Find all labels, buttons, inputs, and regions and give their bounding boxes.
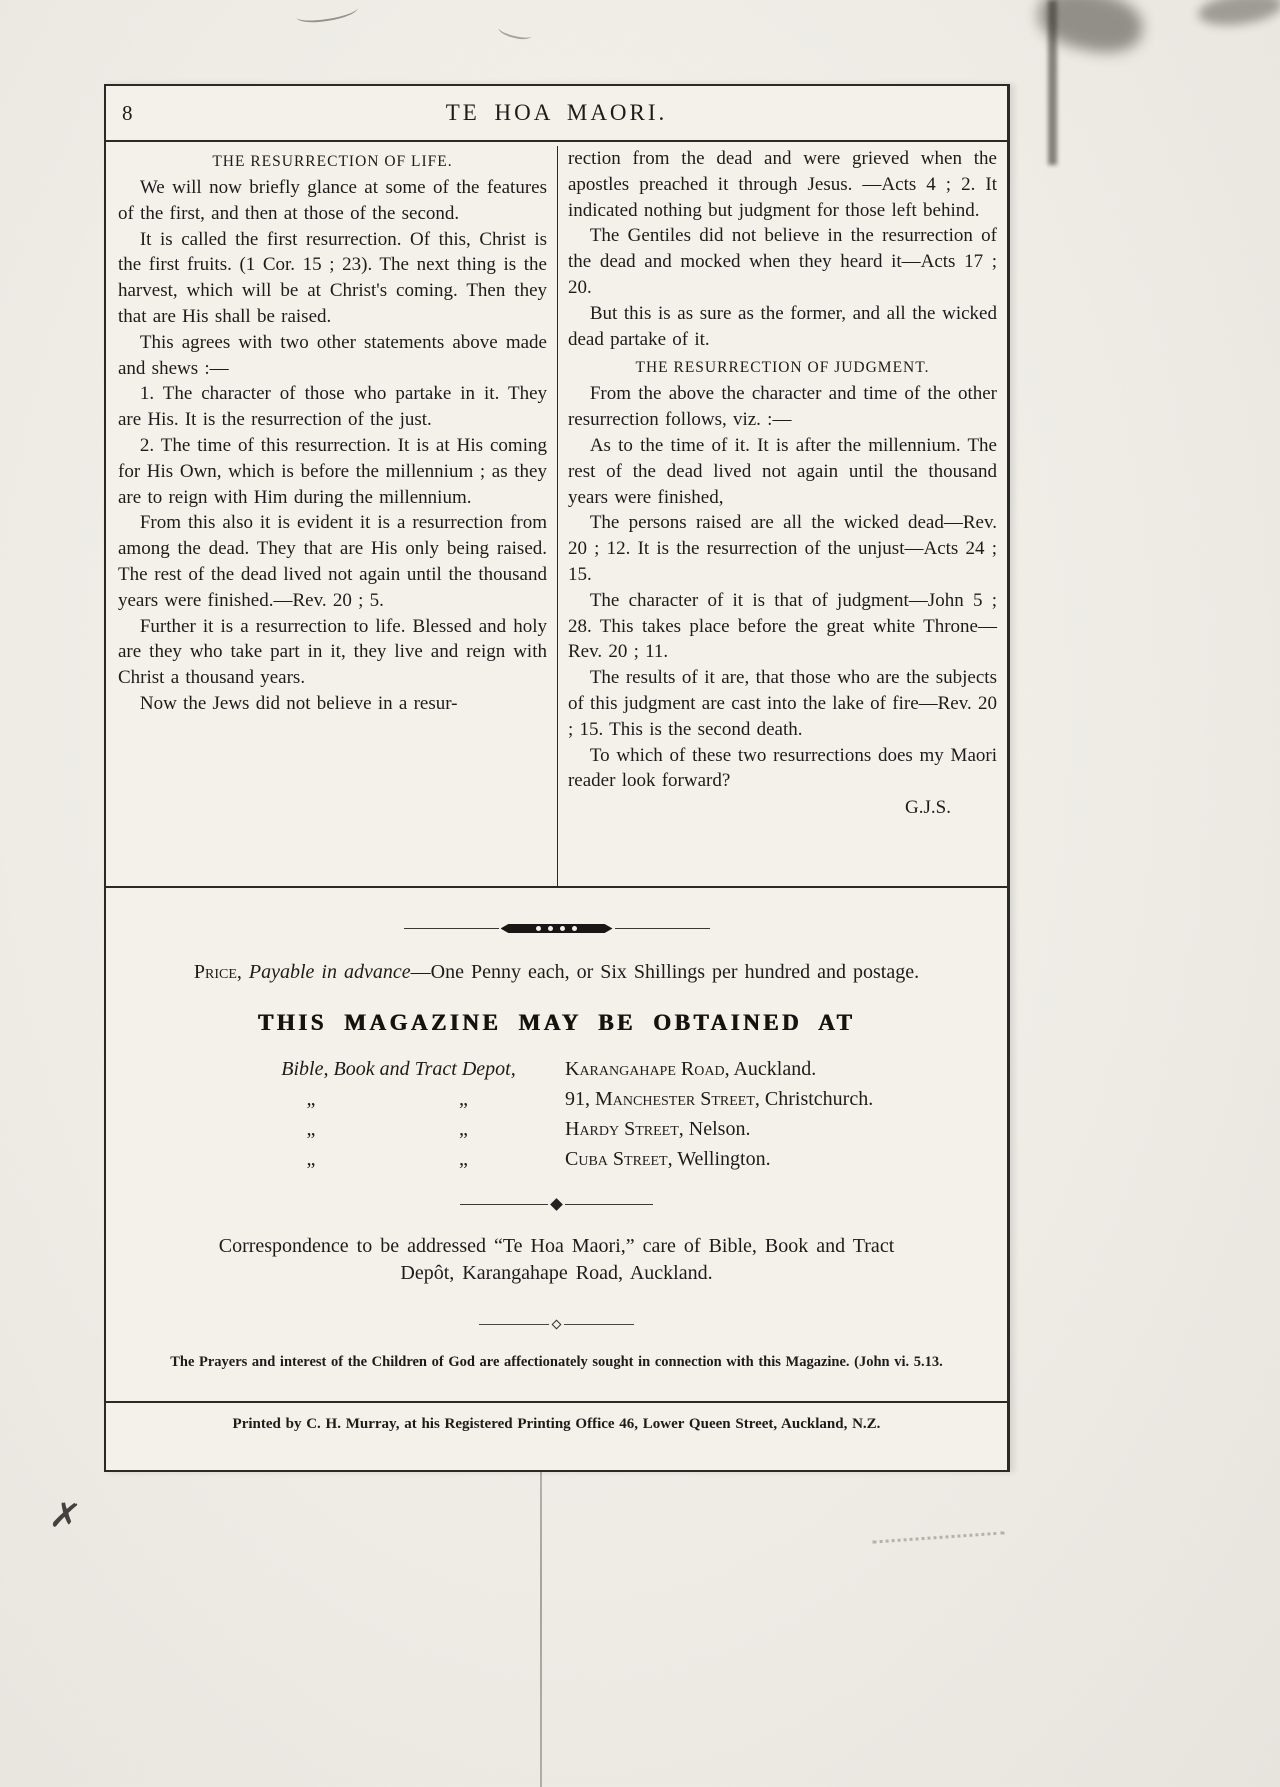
paragraph: As to the time of it. It is after the millennium. The rest of the dead lived not again until the thousand years were finished,	[567, 434, 997, 508]
depot-address: 91, Manchester Street, Christchurch.	[565, 1088, 874, 1110]
ink-blotch-artifact	[1196, 0, 1280, 30]
printer-credit: Printed by C. H. Murray, at his Registered Printing Office 46, Lower Queen Street, Auckland, N.Z.	[232, 1416, 881, 1432]
paragraph: The character of it is that of judgment—John 5 ; 28. This takes place before the great white Throne—Rev. 20 ; 11.	[567, 589, 997, 663]
paragraph: Now the Jews did not believe in a resur-	[139, 692, 458, 714]
masthead-title: TE HOA MAORI.	[445, 100, 668, 125]
ditto-mark: „	[306, 1118, 316, 1140]
paragraph: From this also it is evident it is a resurrection from among the dead. They that are His only being raised. The rest of the dead lived not again until the thousand years were finished.—Rev. 20 ; 5.	[118, 512, 547, 611]
paragraph: The persons raised are all the wicked dead—Rev. 20 ; 12. It is the resurrection of the unjust—Acts 24 ; 15.	[567, 512, 997, 585]
depot-row	[246, 1114, 1007, 1144]
ditto-mark: „	[459, 1148, 468, 1170]
printed-page	[104, 84, 1010, 1472]
ditto-mark: „	[306, 1148, 316, 1170]
paragraph: This agrees with two other statements above made and shews :—	[118, 331, 547, 379]
author-initials: G.J.S.	[905, 797, 951, 819]
depot-address: Hardy Street, Nelson.	[565, 1118, 751, 1140]
pen-squiggle-artifact	[295, 0, 359, 26]
price-label: Price,	[193, 961, 242, 983]
pencil-scribble-artifact	[872, 1517, 1005, 1543]
ornament-divider-icon	[106, 924, 1007, 933]
pen-squiggle-artifact	[497, 22, 533, 42]
price-amount: —One Penny each, or Six Shillings per hundred and postage.	[410, 961, 920, 983]
paragraph: The results of it are, that those who are the subjects of this judgment are cast into the lake of fire—Rev. 20 ; 15. This is the second death.	[567, 667, 997, 740]
column-divider-rule	[557, 146, 558, 886]
correspondence-line: Depôt, Karangahape Road, Auckland.	[400, 1262, 713, 1284]
price-line	[106, 961, 1007, 984]
correspondence-notice	[106, 1233, 1007, 1287]
ornament-divider-icon	[106, 1200, 1007, 1209]
depot-row	[246, 1054, 1007, 1084]
article-left-column	[118, 146, 547, 886]
scan-edge-streak-artifact	[1048, 0, 1057, 165]
correspondence-line: Correspondence to be addressed “Te Hoa Maori,” care of Bible, Book and Tract	[218, 1235, 895, 1257]
depot-list	[246, 1054, 1007, 1174]
paragraph: The Gentiles did not believe in the resurrection of the dead and mocked when they heard it—Acts 17 ; 20.	[567, 225, 997, 298]
masthead-bar	[106, 86, 1007, 142]
paragraph: From the above the character and time of the other resurrection follows, viz. :—	[567, 383, 997, 431]
paragraph: 2. The time of this resurrection. It is at His coming for His Own, which is before the millennium ; as they are to reign with Him during the millennium.	[118, 434, 547, 508]
ink-blotch-artifact	[1033, 0, 1148, 60]
ditto-mark: „	[459, 1088, 468, 1110]
depot-address: Cuba Street, Wellington.	[565, 1148, 771, 1170]
obtained-at-heading: THIS MAGAZINE MAY BE OBTAINED AT	[257, 1010, 856, 1035]
horizontal-rule	[106, 1401, 1007, 1403]
paragraph: It is called the first resurrection. Of this, Christ is the first fruits. (1 Cor. 15 ; 23). The next thing is the harvest, which will be at Christ's coming. Then they that are His shall be raised.	[118, 228, 547, 327]
paragraph: 1. The character of those who partake in it. They are His. It is the resurrection of the just.	[118, 383, 547, 431]
ditto-mark: „	[306, 1088, 316, 1110]
section-heading-resurrection-of-judgment: THE RESURRECTION OF JUDGMENT.	[635, 359, 930, 377]
paragraph: Further it is a resurrection to life. Blessed and holy are they who take part in it, they live and reign with Christ a thousand years.	[118, 615, 547, 689]
handwritten-x-mark: ✗	[46, 1493, 84, 1540]
paragraph: We will now briefly glance at some of the features of the first, and then at those of the second.	[118, 177, 547, 224]
ornament-divider-icon	[106, 1321, 1007, 1328]
paragraph: rection from the dead and were grieved when the apostles preached it through Jesus. —Acts 4 ; 2. It indicated nothing but judgment for those left behind.	[567, 148, 997, 221]
price-terms: Payable in advance	[248, 961, 411, 983]
prayers-note: The Prayers and interest of the Children of God are affectionately sought in connection with this Magazine. (John vi. 5.13.	[170, 1354, 943, 1370]
horizontal-rule	[106, 886, 1007, 888]
paragraph: But this is as sure as the former, and all the wicked dead partake of it.	[567, 302, 997, 350]
paragraph: To which of these two resurrections does my Maori reader look forward?	[567, 744, 997, 792]
page-number: 8	[122, 100, 133, 125]
depot-row	[246, 1144, 1007, 1174]
depot-row	[246, 1084, 1007, 1114]
depot-name: Bible, Book and Tract Depot,	[281, 1058, 516, 1080]
depot-address: Karangahape Road, Auckland.	[565, 1058, 817, 1080]
section-heading-resurrection-of-life: THE RESURRECTION OF LIFE.	[212, 153, 453, 170]
article-columns	[106, 142, 1007, 886]
article-right-column	[568, 146, 997, 886]
ditto-mark: „	[459, 1118, 468, 1140]
